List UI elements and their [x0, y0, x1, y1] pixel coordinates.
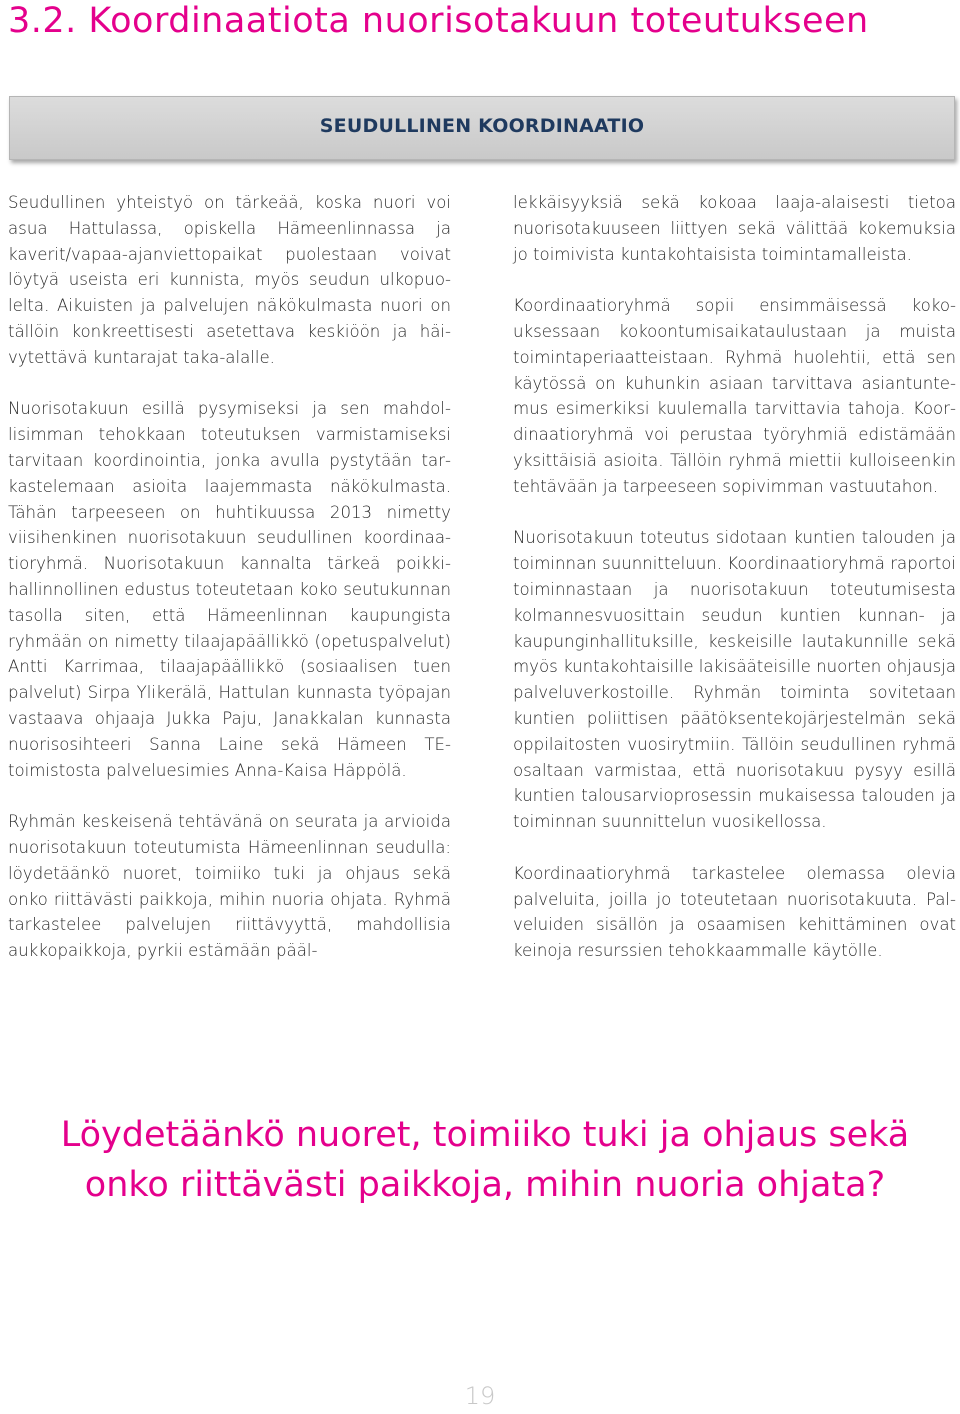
banner-title: SEUDULLINEN KOORDINAATIO: [319, 115, 645, 137]
right-column: [513, 190, 956, 990]
paragraph: Koordinaatioryhmä sopii ensimmäisessä kokouksessaan kokoontumisaikataulustaan ja muista toimintaperiaatteistaan. Ryhmä huolehtii, että sen käytössä on kuhunkin asiaan tarvittava asiantuntemus esimerkiksi kuulemalla tarvittavia tahoja. Koordinaatioryhmä voi perustaa työryhmiä edistämään yksittäisiä asioita. Tällöin ryhmä miettii kulloiseenkin tehtävään ja tarpeeseen sopivimman vastuutahon.: [513, 296, 956, 496]
section-banner: [9, 96, 955, 160]
paragraph: Seudullinen yhteistyö on tärkeää, koska nuori voi asua Hattulassa, opiskella Hämeenlinnassa ja kaverit/vapaa-ajanviettopaikat puolestaan voivat löytyä useista eri kunnista, myös seudun ulkopuolelta. Aikuisten ja palvelujen näkökulmasta nuori on tällöin konkreettisesti asetettava keskiöön ja häivytettävä kuntarajat taka-alalle.: [8, 193, 451, 367]
section-heading: 3.2. Koordinaatiota nuorisotakuun toteutukseen: [8, 1, 869, 41]
paragraph: Koordinaatioryhmä tarkastelee olemassa olevia palveluita, joilla jo toteutetaan nuorisotakuuta. Palveluiden sisällön ja osaamisen kehittäminen ovat keinoja resurssien tehokkaammalle käytölle.: [513, 863, 956, 961]
pull-quote: Löydetäänkö nuoret, toimiiko tuki ja ohjaus sekä onko riittävästi paikkoja, mihin nuoria ohjata?: [60, 1115, 910, 1205]
paragraph: Nuorisotakuun esillä pysymiseksi ja sen mahdollisimman tehokkaan toteutuksen varmistamiseksi tarvitaan koordinointia, jonka avulla pystytään tarkastelemaan asioita laajemmasta näkökulmasta. Tähän tarpeeseen on huhtikuussa 2013 nimetty viisihenkinen nuorisotakuun seudullinen koordinaatioryhmä. Nuorisotakuun kannalta tärkeä poikkihallinnollinen edustus toteutetaan koko seutukunnan tasolla siten, että Hämeenlinnan kaupungista ryhmään on nimetty tilaajapäällikkö (opetuspalvelut) Antti Karrimaa, tilaajapäällikkö (sosiaalisen tuen palvelut) Sirpa Ylikerälä, Hattulan kunnasta työpajan vastaava ohjaaja Jukka Paju, Janakkalan kunnasta nuorisosihteeri Sanna Laine sekä Hämeen TE-toimistosta palveluesimies Anna-Kaisa Häppölä.: [8, 399, 451, 780]
paragraph: Ryhmän keskeisenä tehtävänä on seurata ja arvioida nuorisotakuun toteutumista Hämeenlinnan seudulla: löydetäänkö nuoret, toimiiko tuki ja ohjaus sekä onko riittävästi paikkoja, mihin nuoria ohjata. Ryhmä tarkastelee palvelujen riittävyyttä, mahdollisia aukkopaikkoja, pyrkii estämään pääl-: [8, 812, 451, 961]
page-number: 19: [464, 1382, 496, 1410]
paragraph: Nuorisotakuun toteutus sidotaan kuntien talouden ja toiminnan suunnitteluun. Koordinaatioryhmä raportoi toiminnastaan ja nuorisotakuun toteutumisesta kolmannesvuosittain seudun kuntien kunnan- ja kaupunginhallituksille, keskeisille lautakunnille sekä myös kuntakohtaisille lakisääteisille nuorten ohjausja palveluverkostoille. Ryhmän toiminta sovitetaan kuntien poliittisen päätöksentekojärjestelmän sekä oppilaitosten vuosirytmiin. Tällöin seudullinen ryhmä osaltaan varmistaa, että nuorisotakuu pysyy esillä kuntien talousarvioprosessin mukaisessa talouden ja toiminnan suunnittelun vuosikellossa.: [513, 528, 956, 832]
paragraph: lekkäisyyksiä sekä kokoaa laaja-alaisesti tietoa nuorisotakuuseen liittyen sekä välittää kokemuksia jo toimivista kuntakohtaisista toimintamalleista.: [513, 193, 956, 264]
left-column: [8, 190, 451, 990]
